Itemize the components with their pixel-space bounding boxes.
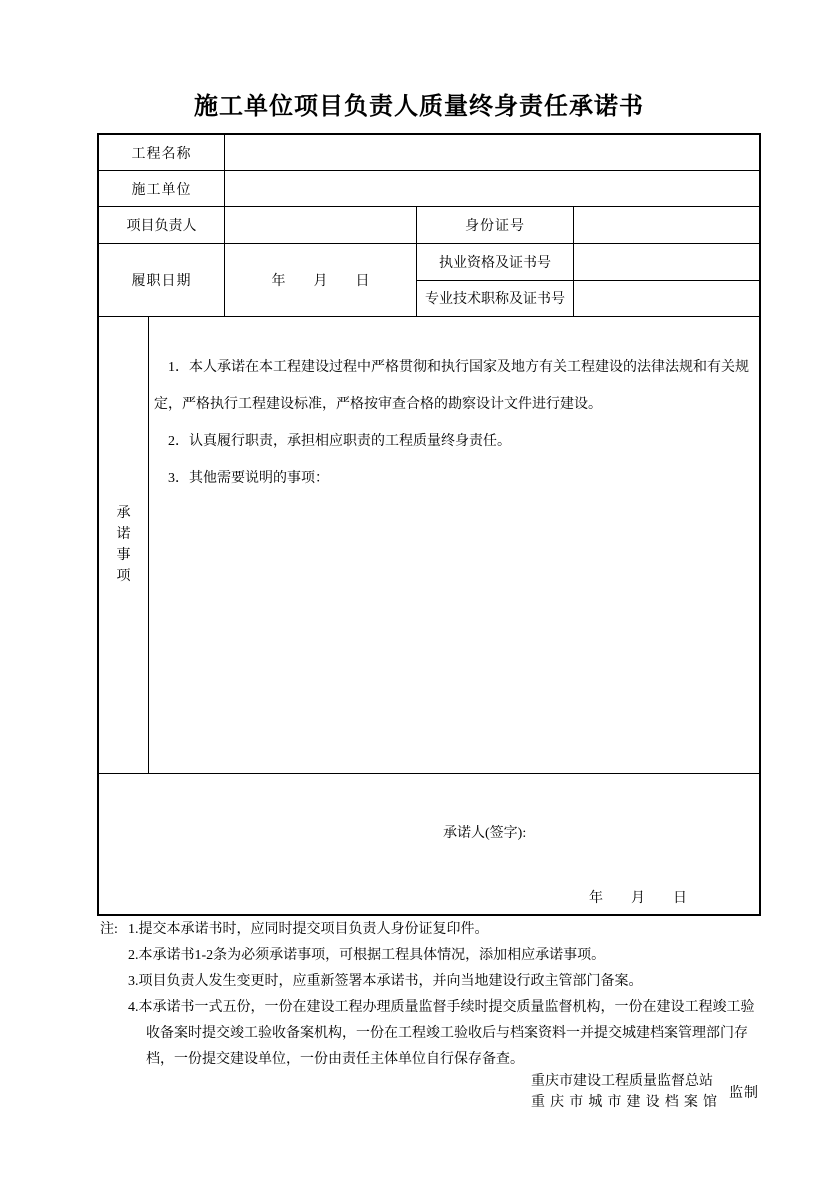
title-cert-label: 专业技术职称及证书号 [417,281,574,317]
page-title: 施工单位项目负责人质量终身责任承诺书 [194,93,644,120]
notes-section [100,917,762,1073]
project-leader-field[interactable] [225,207,417,243]
note-text-3: 3.项目负责人发生变更时，应重新签署本承诺书，并向当地建设行政主管部门备案。 [128,974,643,989]
commitment-item-1: 1．本人承诺在本工程建设过程中严格贯彻和执行国家及地方有关工程建设的法律法规和有关规定，严格执行工程建设标准，严格按审查合格的勘察设计文件进行建设。 [154,360,749,412]
note-text-1: 1.提交本承诺书时，应同时提交项目负责人身份证复印件。 [128,922,489,937]
row-title-cert [417,281,759,317]
row-project-leader [99,207,759,244]
row-project-name [99,135,759,171]
note-item-4 [128,995,762,1073]
seal-label: 监制 [729,1086,759,1101]
note-item-3 [128,969,762,995]
commitment-label: 承诺事项 [116,506,131,584]
project-name-field[interactable] [225,135,759,170]
note-text-2: 2.本承诺书1-2条为必须承诺事项，可根据工程具体情况，添加相应承诺事项。 [128,948,606,963]
note-item-2 [128,943,762,969]
commitment-item-3: 3．其他需要说明的事项： [168,471,329,486]
project-name-label: 工程名称 [99,135,225,170]
qualification-field[interactable] [574,244,759,280]
commitment-form-table [97,133,761,916]
certificate-stack [417,244,759,316]
qualification-label: 执业资格及证书号 [417,244,574,280]
tenure-date-field[interactable]: 年 月 日 [225,244,417,316]
footer-issuers [531,1071,759,1113]
signer-label: 承诺人(签字): [443,826,527,841]
title-cert-field[interactable] [574,281,759,317]
issuer-org-2: 重庆市城市建设档案馆 [531,1095,717,1110]
row-signature [99,774,759,914]
note-text-4: 4.本承诺书一式五份，一份在建设工程办理质量监督手续时提交质量监督机构，一份在建设工程竣工验收备案时提交竣工验收备案机构，一份在工程竣工验收后与档案资料一并提交城建档案管理部门存档，一份提交建设单位，一份由责任主体单位自行保存备查。 [128,1000,755,1067]
issuer-org-block [531,1071,717,1113]
construction-unit-field[interactable] [225,171,759,206]
notes-prefix: 注: [100,922,118,937]
row-tenure-date [99,244,759,317]
id-number-field[interactable] [574,207,759,243]
commitment-label-cell [99,317,149,773]
tenure-date-label: 履职日期 [99,244,225,316]
row-qualification [417,244,759,281]
note-item-1 [100,917,762,943]
row-commitment [99,317,759,774]
signature-date-placeholder[interactable]: 年 月 日 [589,891,687,906]
id-number-label: 身份证号 [417,207,574,243]
project-leader-label: 项目负责人 [99,207,225,243]
commitment-item-2: 2．认真履行职责，承担相应职责的工程质量终身责任。 [168,434,511,449]
row-construction-unit [99,171,759,207]
commitment-content[interactable] [149,317,759,773]
construction-unit-label: 施工单位 [99,171,225,206]
issuer-org-1: 重庆市建设工程质量监督总站 [531,1074,713,1089]
